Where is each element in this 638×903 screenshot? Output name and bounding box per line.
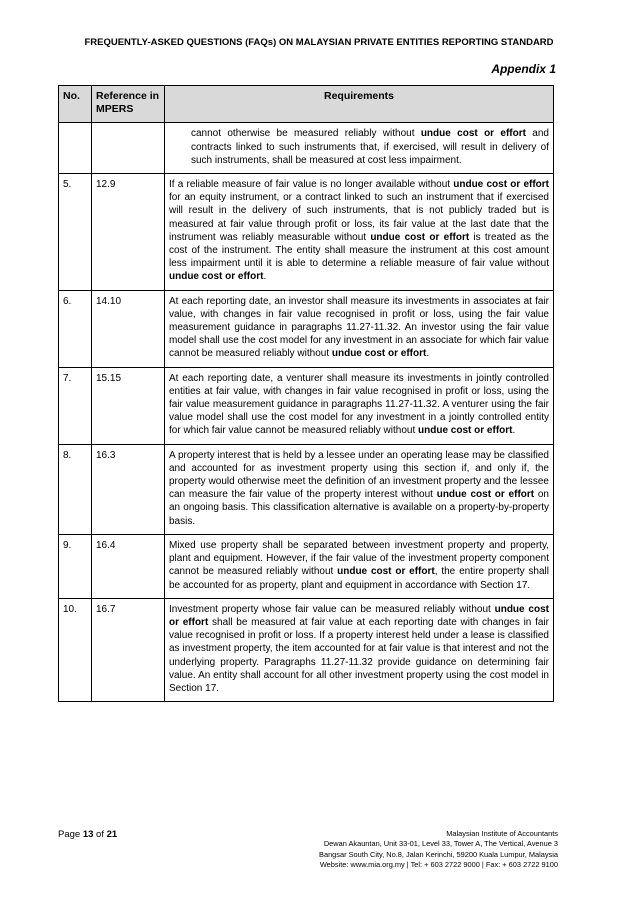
emphasis-text: undue cost or effort [418,425,513,437]
cell-requirement [165,598,554,701]
cell-no: 7. [59,367,92,444]
document-header: FREQUENTLY-ASKED QUESTIONS (FAQs) ON MALAYSIAN PRIVATE ENTITIES REPORTING STANDARD [84,37,554,48]
cell-ref: 16.4 [92,534,165,598]
page-number [58,829,117,840]
cell-no: 8. [59,444,92,534]
table-row [59,534,554,598]
cell-requirement [165,367,554,444]
text-run: shall be measured at fair value at each reporting date with changes in fair value recognised in profit or loss. If a property interest held under a lease is classified as investment property, the item accounted for at fair value is that interest and not the underlying property. Paragraphs 11.27-11.32 provide guidance on determining fair value. An entity shall account for all other investment property using the cost model in Section 17. [169,616,549,694]
table-row-continuation [59,123,554,174]
cell-ref: 12.9 [92,174,165,291]
page-prefix: Page [58,829,83,840]
cell-ref: 14.10 [92,290,165,367]
cell-no: 10. [59,598,92,701]
footer-org: Malaysian Institute of Accountants [446,829,558,838]
column-header-reference: Reference in MPERS [92,86,165,123]
emphasis-text: undue cost or effort [337,566,435,578]
table-row [59,367,554,444]
text-run: Mixed use property shall be separated between investment property and property, plant and equipment. However, if the fair value of the investment property component cannot be measured reliably without [169,539,549,578]
emphasis-text: undue cost or effort [331,348,427,360]
table-row [59,598,554,701]
cell-requirement [165,534,554,598]
cell-requirement [165,123,554,174]
footer-address-line2: Bangsar South City, No.8, Jalan Kerinchi, 59200 Kuala Lumpur, Malaysia [319,849,558,859]
cell-no: 9. [59,534,92,598]
table-row [59,290,554,367]
text-run: A property interest that is held by a lessee under an operating lease may be classified and accounted for as investment property using this section if, and only if, the property would otherwise meet the definition of an investment property and the lessee can measure the fair value of the property interest without [169,449,549,501]
table-row [59,444,554,534]
text-run: for an equity instrument, or a contract linked to such an instrument that if exercised will result in the delivery of such instruments, that is not publicly traded but is measured at fair value through profit or loss, its fair value at the last date that the instrument was reliably measurable without [169,192,549,243]
text-run: , the entire property shall be accounted for as property, plant and equipment in accordance with Section 17. [169,566,549,591]
appendix-label: Appendix 1 [491,62,556,76]
text-run: . [426,348,430,360]
emphasis-text: undue cost or effort [169,271,264,283]
emphasis-text: undue cost or effort [169,603,549,628]
column-header-no: No. [59,86,92,123]
footer-address-block [258,829,558,870]
cell-ref [92,123,165,174]
emphasis-text: undue cost or effort [436,489,535,501]
text-run: Investment property whose fair value can be measured reliably without [169,603,495,615]
cell-requirement [165,444,554,534]
cell-ref: 16.7 [92,598,165,701]
cell-requirement [165,174,554,291]
footer-address-line1: Dewan Akauntan, Unit 33-01, Level 33, Tower A, The Vertical, Avenue 3 [323,839,558,849]
emphasis-text: undue cost or effort [453,179,549,191]
table-row [59,174,554,291]
page-current: 13 [82,829,94,840]
cell-no: 6. [59,290,92,367]
text-run: . [263,271,267,283]
page-total: 21 [106,829,118,840]
cell-no: 5. [59,174,92,291]
text-run: At each reporting date, an investor shall measure its investments in associates at fair value, with changes in fair value recognised in profit or loss, using the fair value measurement guidance in paragraphs 11.27-11.32. An investor using the fair value model shall use the cost model for any investment in an associate for which fair value cannot be measured reliably without [169,295,549,360]
text-run: cannot otherwise be measured reliably without [191,128,421,140]
cell-ref: 15.15 [92,367,165,444]
text-run: . [512,425,516,437]
text-run: on an ongoing basis. This classification alternative is available on a property-by-property basis. [169,489,549,527]
requirements-table [58,85,554,702]
text-run: If a reliable measure of fair value is no longer available without [169,179,454,191]
page-of: of [93,829,107,840]
text-run: is treated as the cost of the instrument. The entity shall measure the instrument at this cost amount less impairment until it is able to determine a reliable measure of fair value without [169,231,549,270]
footer-contact: Website: www.mia.org.my | Tel: + 603 2722 9000 | Fax: + 603 2722 9100 [319,859,558,869]
cell-no [59,123,92,174]
cell-ref: 16.3 [92,444,165,534]
column-header-requirements: Requirements [165,86,554,123]
emphasis-text: undue cost or effort [420,128,526,140]
table-header-row [59,86,554,123]
text-run: and contracts linked to such instruments that, if exercised, will result in delivery of such instruments, shall be measured at cost less impairment. [191,128,549,166]
text-run: At each reporting date, a venturer shall measure its investments in jointly controlled entities at fair value, with changes in fair value recognised in profit or loss, using the fair value measurement guidance in paragraphs 11.27-11.32. A venturer using the fair value model shall use the cost model for any investment in a jointly controlled entity for which fair value cannot be measured reliably without [169,372,549,437]
emphasis-text: undue cost or effort [370,231,470,243]
cell-requirement [165,290,554,367]
